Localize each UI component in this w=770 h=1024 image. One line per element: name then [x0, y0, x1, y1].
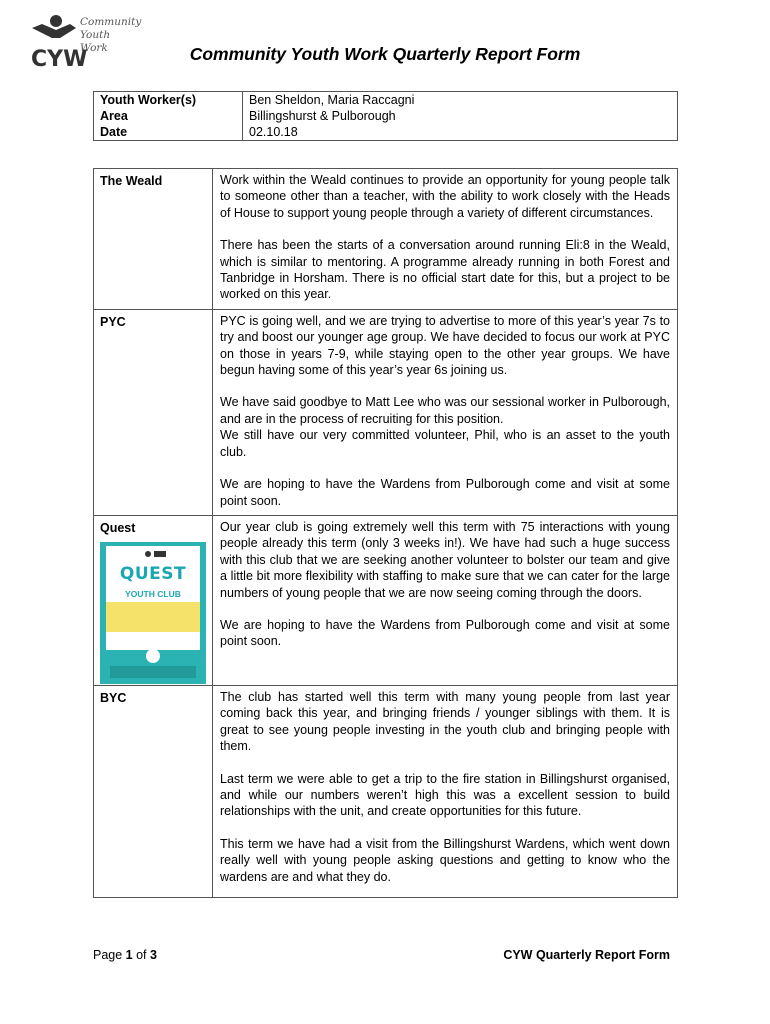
poster-title: QUEST [119, 564, 187, 585]
info-label: Area [94, 108, 243, 124]
paragraph: There has been the starts of a conversation around running Eli:8 in the Weald, which is similar to mentoring. A programme already running in both Forest and Tanbridge in Horsham. There is no official start date for this, but a project to be worked on this year. [220, 238, 670, 302]
page-prefix: Page [93, 948, 126, 962]
info-row-worker [94, 92, 678, 109]
section-label: Quest [100, 520, 136, 535]
paragraph: The club has started well this term with many young people from last year coming back this year, and bringing friends / younger siblings with them. It is great to see young people investing in the youth club and bringing people with them. [220, 689, 670, 754]
paragraph: PYC is going well, and we are trying to advertise to more of this year’s year 7s to try and boost our younger age group. We have decided to focus our work at PYC on those in years 7-9, while staying open to the other year groups. We have begun having some of this year’s year 6s joining us. [220, 313, 670, 378]
logo-line-work: Work [80, 42, 108, 54]
sections-table [93, 168, 678, 898]
quest-poster-image [100, 542, 206, 684]
info-label: Date [94, 124, 243, 141]
section-row-quest [94, 515, 678, 685]
section-content [213, 515, 678, 685]
section-content [213, 309, 678, 515]
paragraph: Work within the Weald continues to provide an opportunity for young people talk to someone other than a teacher, with the ability to work closely with the Heads of House to support young people through a variety of different circumstances. [220, 173, 670, 220]
page-title: Community Youth Work Quarterly Report Form [189, 44, 581, 64]
page-of: of [132, 948, 150, 962]
section-content [213, 169, 678, 310]
info-value: Billingshurst & Pulborough [243, 108, 678, 124]
section-label-cell [94, 515, 213, 685]
paragraph: Last term we were able to get a trip to the fire station in Billingshurst organised, and while our numbers weren’t high this was a excellent session to build relationships with the unit, and create opportunities for this future. [220, 771, 670, 819]
section-row-byc [94, 685, 678, 897]
paragraph: We are hoping to have the Wardens from Pulborough come and visit at some point soon. [220, 617, 670, 649]
info-label: Youth Worker(s) [94, 92, 243, 109]
info-value: 02.10.18 [243, 124, 678, 141]
info-table [93, 91, 678, 141]
paragraph: We have said goodbye to Matt Lee who was our sessional worker in Pulborough, and are in the process of recruiting for this position. [220, 395, 670, 426]
section-row-weald [94, 169, 678, 310]
info-row-date [94, 124, 678, 141]
paragraph: We still have our very committed volunteer, Phil, who is an asset to the youth club. [220, 428, 670, 459]
poster-subtitle: YOUTH CLUB [125, 589, 181, 600]
logo-letters: CYW [31, 47, 88, 72]
page-current: 1 [125, 948, 133, 962]
logo-line-community: Community [80, 16, 142, 28]
section-content [213, 685, 678, 897]
page-total: 3 [150, 948, 157, 962]
section-label: BYC [94, 685, 213, 897]
page-number [93, 948, 157, 962]
logo-line-youth: Youth [80, 29, 111, 41]
footer-form-name: CYW Quarterly Report Form [503, 948, 670, 962]
section-label: PYC [94, 309, 213, 515]
paragraph: This term we have had a visit from the Billingshurst Wardens, which went down really well with young people asking questions and getting to know who the wardens are and what they do. [220, 836, 670, 884]
paragraph: Our year club is going extremely well this term with 75 interactions with young people already this term (only 3 weeks in!). We have had such a huge success with this club that we are seeking another volunteer to bolster our team and give a little bit more flexibility with staffing to make sure that we can cater for the large numbers of young people that we are now seeing coming through the doors. [220, 519, 670, 600]
paragraph: We are hoping to have the Wardens from Pulborough come and visit at some point soon. [220, 477, 670, 508]
section-row-pyc [94, 309, 678, 515]
section-label: The Weald [94, 169, 213, 310]
info-row-area [94, 108, 678, 124]
info-value: Ben Sheldon, Maria Raccagni [243, 92, 678, 109]
